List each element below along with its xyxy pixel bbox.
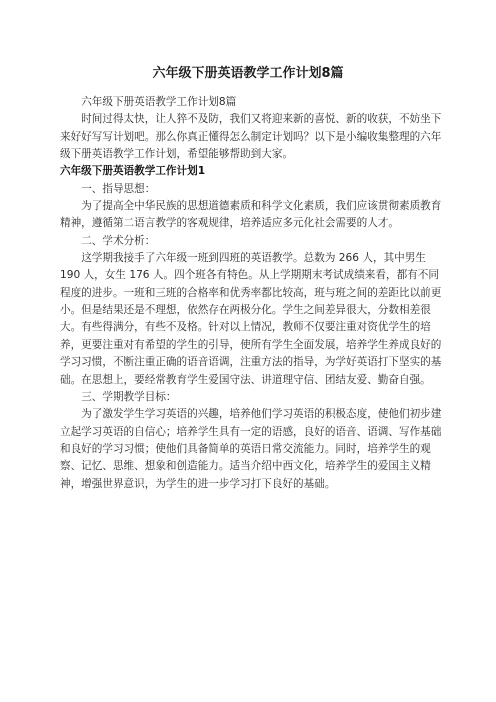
paragraph-guiding-ideology: 为了提高全中华民族的思想道德素质和科学文化素质，我们应该贯彻素质教育精神，遵循第二语言教学的客观规律，培养适应多元化社会需要的人才。 [60,200,442,230]
document-title: 六年级下册英语教学工作计划8篇 [152,66,344,81]
section-title: 六年级下册英语教学工作计划1 [60,165,206,178]
intro-paragraph: 时间过得太快，让人猝不及防，我们又将迎来新的喜悦、新的收获，不妨坐下来好好写写计划吧。那么你真正懂得怎么制定计划吗？以下是小编收集整理的六年级下册英语教学工作计划，希望能够帮助到大家。 [60,113,442,161]
paragraph-academic-analysis: 这学期我接手了六年级一班到四班的英语教学。总数为 266 人，其中男生 190 人，女生 176 人。四个班各有特色。从上学期期末考试成绩来看，都有不同程度的进步。一班和三班的合格率和优秀率都比较高，班与班之间的差距比以前更小。但是结果还是不理想，依然存在两极分化。学生之间差异很大，分数相差很大。有些得满分，有些不及格。针对以上情况，教师不仅要注重对资优学生的培养，更要注重对有希望的学生的引导，使所有学生全面发展，培养学生养成良好的学习习惯，不断注重正确的语音语调，注重方法的指导，为学好英语打下坚实的基础。在思想上，要经常教育学生爱国守法、讲道理守信、团结友爱、勤奋自强。 [60,252,442,386]
document-body [60,94,448,493]
heading-academic-analysis: 二、学术分析： [81,234,156,247]
heading-teaching-goals: 三、学期教学目标： [81,390,177,403]
paragraph-teaching-goals: 为了激发学生学习英语的兴趣，培养他们学习英语的积极态度，使他们初步建立起学习英语的自信心；培养学生具有一定的语感，良好的语音、语调、写作基础和良好的学习习惯；使他们具备简单的英语日常交流能力。同时，培养学生的观察、记忆、思维、想象和创造能力。适当介绍中西文化，培养学生的爱国主义精神，增强世界意识，为学生的进一步学习打下良好的基础。 [60,408,442,490]
subtitle-paragraph: 六年级下册英语教学工作计划8篇 [81,96,237,108]
heading-guiding-ideology: 一、指导思想： [81,182,156,195]
